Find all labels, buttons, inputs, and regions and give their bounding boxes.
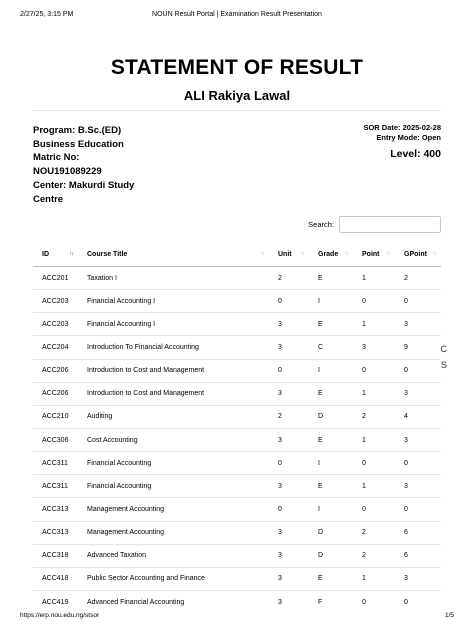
cell-id: ACC206: [33, 382, 78, 405]
cell-point: 2: [353, 544, 395, 567]
cell-course-title: Financial Accounting: [78, 475, 269, 498]
level: Level: 400: [390, 148, 441, 160]
col-header-gpoint[interactable]: [395, 243, 441, 267]
cell-grade: I: [309, 359, 353, 382]
cell-grade: C: [309, 336, 353, 359]
table-row: [33, 452, 441, 475]
cell-gpoint: 6: [395, 521, 441, 544]
cell-course-title: Advanced Taxation: [78, 544, 269, 567]
table-row: [33, 336, 441, 359]
col-header-unit[interactable]: [269, 243, 309, 267]
cell-gpoint: 6: [395, 544, 441, 567]
divider: [33, 110, 441, 111]
matric-number: NOU191089229: [33, 166, 102, 178]
print-footer: [20, 612, 454, 622]
cell-gpoint: 0: [395, 590, 441, 613]
cell-grade: D: [309, 405, 353, 428]
cell-point: 1: [353, 475, 395, 498]
cell-id: ACC418: [33, 567, 78, 590]
print-url: https://erp.nou.edu.ng/stsor: [20, 612, 100, 619]
cell-course-title: Public Sector Accounting and Finance: [78, 567, 269, 590]
table-row: [33, 405, 441, 428]
cell-gpoint: 4: [395, 405, 441, 428]
cell-id: ACC318: [33, 544, 78, 567]
cell-course-title: Introduction to Cost and Management: [78, 382, 269, 405]
cell-id: ACC203: [33, 313, 78, 336]
sort-icon: ↑↓: [432, 251, 436, 257]
cell-point: 0: [353, 590, 395, 613]
cell-course-title: Management Accounting: [78, 498, 269, 521]
cell-id: ACC313: [33, 498, 78, 521]
table-row: [33, 290, 441, 313]
cell-unit: 3: [269, 382, 309, 405]
clipped-text-fragment: C: [440, 344, 447, 354]
cell-unit: 2: [278, 274, 282, 282]
cell-course-title: Cost Accounting: [78, 428, 269, 451]
page-title: STATEMENT OF RESULT: [110, 56, 364, 79]
clipped-text-fragment: S: [440, 360, 447, 370]
search-label: Search:: [308, 220, 334, 229]
sort-icon: ↑↓: [260, 251, 264, 257]
cell-unit: 0: [269, 290, 309, 313]
cell-unit: 3: [269, 521, 309, 544]
cell-unit: 0: [269, 359, 309, 382]
cell-unit: 0: [269, 452, 309, 475]
cell-point: 1: [362, 274, 366, 282]
cell-point: 1: [353, 567, 395, 590]
sor-date: SOR Date: 2025-02-28: [363, 123, 441, 132]
cell-course-title: Auditing: [78, 405, 269, 428]
cell-course-title: Introduction To Financial Accounting: [78, 336, 269, 359]
cell-grade: D: [309, 521, 353, 544]
col-header-label: Point: [362, 251, 380, 258]
cell-grade: E: [309, 382, 353, 405]
cell-point: 1: [353, 382, 395, 405]
table-row: [33, 428, 441, 451]
cell-gpoint: 3: [395, 475, 441, 498]
cell-id: ACC306: [33, 428, 78, 451]
cell-course-title: Financial Accounting I: [78, 290, 269, 313]
cell-course-title: Management Accounting: [78, 521, 269, 544]
cell-grade: I: [309, 498, 353, 521]
col-header-grade[interactable]: [309, 243, 353, 267]
cell-id: ACC311: [33, 475, 78, 498]
table-row: [33, 267, 441, 290]
col-header-label: Course Title: [87, 251, 128, 258]
cell-unit: 0: [269, 498, 309, 521]
cell-course-title: Taxation I: [87, 274, 117, 282]
sort-icon: ↑↓: [300, 251, 304, 257]
cell-gpoint: 9: [395, 336, 441, 359]
col-header-label: Grade: [318, 251, 339, 258]
cell-grade: I: [309, 452, 353, 475]
cell-grade: E: [318, 274, 323, 282]
col-header-course-title[interactable]: [78, 243, 269, 267]
cell-gpoint: 0: [395, 498, 441, 521]
cell-unit: 3: [269, 544, 309, 567]
cell-grade: E: [309, 313, 353, 336]
center-label: Center: Makurdi Study: [33, 179, 135, 191]
col-header-id[interactable]: [33, 243, 78, 267]
search-bar: [308, 216, 441, 233]
cell-point: 1: [353, 313, 395, 336]
cell-course-title: Financial Accounting: [78, 452, 269, 475]
cell-gpoint: 0: [395, 359, 441, 382]
cell-unit: 3: [269, 590, 309, 613]
table-row: [33, 544, 441, 567]
matric-label: Matric No:: [33, 152, 80, 164]
cell-grade: E: [309, 428, 353, 451]
cell-point: 2: [353, 521, 395, 544]
cell-unit: 3: [269, 313, 309, 336]
cell-point: 0: [353, 498, 395, 521]
cell-point: 1: [353, 428, 395, 451]
student-name: ALI Rakiya Lawal: [183, 88, 291, 103]
cell-unit: 3: [269, 336, 309, 359]
cell-gpoint: 3: [395, 428, 441, 451]
cell-unit: 2: [269, 405, 309, 428]
print-header: [20, 11, 454, 21]
sort-icon: ↑↓: [344, 251, 348, 257]
cell-unit: 3: [269, 475, 309, 498]
print-page-number: 1/5: [444, 612, 454, 619]
table-row: [33, 313, 441, 336]
cell-point: 2: [353, 405, 395, 428]
cell-grade: D: [309, 544, 353, 567]
cell-point: 0: [353, 290, 395, 313]
table-row: [33, 567, 441, 590]
cell-unit: 3: [269, 567, 309, 590]
entry-mode: Entry Mode: Open: [376, 133, 441, 142]
table-row: [33, 475, 441, 498]
cell-grade: F: [309, 590, 353, 613]
sort-icon: ↑↓: [386, 251, 390, 257]
table-row: [33, 359, 441, 382]
program-label: Program: B.Sc.(ED): [33, 125, 122, 136]
print-page-title: NOUN Result Portal | Examination Result Presentation: [152, 11, 322, 18]
cell-id: ACC203: [33, 290, 78, 313]
table-row: [33, 590, 441, 613]
cell-grade: E: [309, 475, 353, 498]
cell-gpoint: 3: [395, 382, 441, 405]
result-meta: [363, 123, 441, 160]
col-header-point[interactable]: [353, 243, 395, 267]
table-row: [33, 498, 441, 521]
cell-unit: 3: [269, 428, 309, 451]
cell-gpoint: 0: [395, 290, 441, 313]
cell-course-title: Financial Accounting I: [78, 313, 269, 336]
cell-id: ACC419: [33, 590, 78, 613]
center-name: Centre: [33, 193, 64, 205]
cell-gpoint: 3: [395, 567, 441, 590]
cell-point: 3: [353, 336, 395, 359]
cell-course-title: Introduction to Cost and Management: [78, 359, 269, 382]
cell-point: 0: [353, 359, 395, 382]
cell-id: ACC313: [33, 521, 78, 544]
table-row: [33, 382, 441, 405]
cell-id: ACC206: [33, 359, 78, 382]
sort-icon: ↑↓: [69, 251, 73, 257]
program-name: Business Education: [33, 138, 124, 150]
search-input[interactable]: [339, 216, 441, 233]
cell-id: ACC210: [33, 405, 78, 428]
cell-grade: I: [309, 290, 353, 313]
cell-grade: E: [309, 567, 353, 590]
cell-gpoint: 0: [395, 452, 441, 475]
cell-point: 0: [353, 452, 395, 475]
cell-gpoint: 2: [404, 274, 408, 282]
table-row: [33, 521, 441, 544]
cell-id: ACC311: [33, 452, 78, 475]
program-info: [33, 124, 223, 206]
col-header-label: GPoint: [404, 251, 427, 258]
print-datetime: 2/27/25, 3:15 PM: [20, 11, 74, 18]
table-header-row: [33, 243, 441, 267]
cell-course-title: Advanced Financial Accounting: [78, 590, 269, 613]
col-header-label: ID: [42, 251, 49, 258]
results-table: [33, 243, 441, 613]
cell-id: ACC201: [42, 274, 69, 282]
cell-id: ACC204: [33, 336, 78, 359]
col-header-label: Unit: [278, 251, 292, 258]
cell-gpoint: 3: [395, 313, 441, 336]
